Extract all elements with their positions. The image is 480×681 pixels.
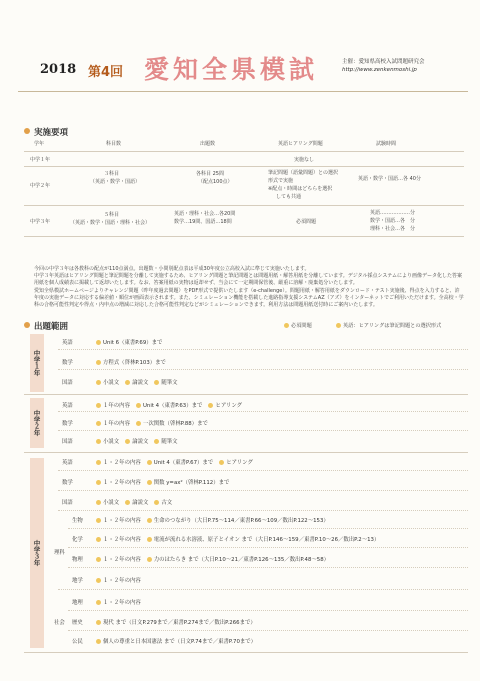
- g1-math-range: 方程式（啓林P.103）まで: [90, 358, 166, 366]
- g3-time-english: 英語………………分: [370, 210, 416, 216]
- g3-geo-range: １・２年の内容: [90, 598, 141, 606]
- g2-math-label: 数学: [62, 421, 73, 427]
- legend-dot: [336, 323, 341, 328]
- g3-english-range: １・２年の内容 Unit 4（東書P.67）まで ヒアリング: [90, 458, 253, 466]
- grade-divider: [24, 452, 468, 453]
- g3-chem-label: 化学: [72, 537, 83, 543]
- row-divider: [68, 567, 468, 568]
- g3-earth-range: １・２年の内容: [90, 576, 141, 584]
- legend-choice-label: 英語：ヒアリングは筆記問題との選択形式: [343, 323, 442, 329]
- g2-jp-label: 国語: [62, 439, 73, 445]
- g1-jp-label: 国語: [62, 380, 73, 386]
- table-rule: [24, 236, 464, 237]
- sponsor-block: [342, 58, 425, 74]
- g3-math-label: 数学: [62, 480, 73, 486]
- g3-math-range: １・２年の内容 関数 y=ax²（啓林P.112）まで: [90, 478, 229, 486]
- g3-hearing: 必須問題: [296, 219, 317, 225]
- grade-divider: [24, 394, 468, 395]
- g3-phys-range: １・２年の内容 力のはたらき まで（大日P.10～21／東書P.126～135／数出P.48～58）: [90, 555, 329, 563]
- scope-g2-label: 中学２年: [30, 398, 44, 448]
- g3-time-sci-soc: 理科・社会…各 分: [370, 226, 416, 232]
- row-divider: [68, 528, 468, 529]
- g2-math-range: １年の内容 一次関数（啓林P.88）まで: [90, 419, 208, 427]
- notes: [34, 266, 464, 309]
- table-rule: [24, 205, 464, 206]
- g2-questions: 各科目 25問: [196, 171, 224, 177]
- row-divider: [68, 547, 468, 548]
- row-divider: [58, 470, 468, 471]
- legend-required-label: 必須問題: [291, 323, 312, 329]
- g3-jp-range: 小説文 論説文 古文: [90, 498, 172, 506]
- scope-g1-label: 中学１年: [30, 334, 44, 392]
- g2-hearing-1: 筆記問題（語彙問題）との選択: [268, 170, 339, 176]
- g2-hearing-4: しても共通: [276, 194, 302, 200]
- g3-earth-label: 地学: [72, 578, 83, 584]
- g2-jp-range: 小説文 論説文 随筆文: [90, 437, 178, 445]
- g3-jp-label: 国語: [62, 500, 73, 506]
- g3-questions-2: 数学…19問、国語…18問: [174, 219, 232, 225]
- g2-english-label: 英語: [62, 403, 73, 409]
- g3-grade: 中学３年: [30, 219, 51, 225]
- g3-science-label: 理科: [54, 550, 65, 556]
- note-1: 今回の中学３年は各教科の配点が110点満点。出題数・小問別配点表は平成30年度公立高校入試に準じて実施いたします。: [34, 266, 310, 272]
- year: 2018: [40, 62, 77, 77]
- g3-social-label: 社会: [54, 620, 65, 626]
- g2-subjects-list: （英語・数学・国語）: [90, 179, 141, 185]
- g3-phys-label: 物理: [72, 557, 83, 563]
- g3-subjects-list: （英語・数学・国語・理科・社会）: [70, 220, 151, 226]
- g3-hist-range: 現代 まで（日文P.279まで／東書P.274まで／数出P.266まで）: [90, 618, 256, 626]
- legend-required: [278, 322, 312, 329]
- col-subjects: 科目数: [106, 141, 122, 147]
- g3-chem-range: １・２年の内容 電流が流れる水溶液、原子とイオン まで（大日P.146～159／東書P.10～26／数出P.2～13）: [90, 535, 379, 543]
- note-2: 中学３年英語はヒアリング問題と筆記問題を分離して実施するため、ヒアリング問題と筆記問題とは問題用紙・解答用紙を分離しています。デジタル採点システムにより画像データ化した答案用紙を個人成績表に掲載して返却いたします。なお、答案用紙の実物は返却せず、当会にて一定期間保管後、厳重に溶解・廃棄処分いたします。: [34, 273, 463, 287]
- legend-dot: [284, 323, 289, 328]
- header: [40, 52, 460, 82]
- g3-english-label: 英語: [62, 460, 73, 466]
- g2-english-range: １年の内容 Unit 4（東書P.63）まで ヒアリング: [90, 401, 242, 409]
- scope-g3-label: 中学３年: [30, 458, 44, 648]
- sponsor: 主催：愛知県高校入試問題研究会: [342, 59, 425, 65]
- round-number: 第4回: [88, 65, 124, 80]
- scope-title: 出題範囲: [24, 320, 68, 332]
- g3-bio-range: １・２年の内容 生命のつながり（大日P.75～114／東書P.66～109／数出P.122～153）: [90, 516, 329, 524]
- row-divider: [58, 589, 468, 590]
- g1-english-range: Unit 6（東書P.69）まで: [90, 338, 162, 346]
- g2-grade: 中学２年: [30, 183, 51, 189]
- note-3: 愛知全県模試ホームページよりチャレンジ問題（昨年度過去問題）をPDF形式で提供いたします（e-challenge）。問題用紙・解答用紙をダウンロード・テスト実施後、得点を入力すると、許年度の実施データに対応する偏差値・順位が画面表示されます。また、シミュレーション機能を搭載した進路指導支援システムAZ（アズ）をインターネットでご利用いただけます。全高校・学科の合格可能性判定や得点・内申点の増減に対応した合格可能性判定などがシミュレーションできます。利用方法は問題用紙送付時にご案内いたします。: [34, 287, 464, 309]
- table-rule: [24, 151, 464, 152]
- g2-time: 英語・数学・国語…各 40分: [358, 176, 421, 182]
- row-divider: [58, 490, 468, 491]
- g1-english-label: 英語: [62, 340, 73, 346]
- g3-hist-label: 歴史: [72, 620, 83, 626]
- g2-points: （配点100点）: [198, 179, 233, 185]
- row-divider: [58, 430, 468, 431]
- col-questions: 出題数: [200, 141, 216, 147]
- g3-civ-range: 個人の尊重と日本国憲法 まで（日文P.74まで／東書P.70まで）: [90, 637, 256, 645]
- g1-math-label: 数学: [62, 360, 73, 366]
- row-divider: [58, 510, 468, 511]
- legend-choice: [330, 322, 441, 329]
- row-divider: [58, 411, 468, 412]
- website-url: http://www.zenkenmoshi.jp: [342, 67, 417, 73]
- col-grade: 学年: [34, 141, 45, 147]
- g2-hearing-3: ※配点・時間はどちらを選択: [268, 186, 333, 192]
- g1-grade: 中学１年: [30, 157, 51, 163]
- g3-bio-label: 生物: [72, 518, 83, 524]
- g3-subjects: ５科目: [104, 212, 120, 218]
- col-time: 試験時間: [376, 141, 397, 147]
- row-divider: [68, 610, 468, 611]
- g1-hearing: 実施なし: [294, 157, 315, 163]
- g3-geo-label: 地理: [72, 600, 83, 606]
- g3-time-math-jp: 数学・国語…各 分: [370, 218, 416, 224]
- row-divider: [58, 349, 468, 350]
- header-divider: [18, 91, 468, 92]
- g3-questions-1: 英語・理科・社会…各20問: [174, 211, 236, 217]
- g2-subjects: ３科目: [104, 171, 120, 177]
- g2-hearing-2: 形式で実施: [268, 178, 294, 184]
- row-divider: [58, 369, 468, 370]
- grade-divider: [24, 652, 468, 653]
- g1-jp-range: 小説文 論説文 随筆文: [90, 378, 178, 386]
- col-hearing: 英語ヒアリング問題: [278, 141, 323, 147]
- table-rule: [24, 166, 464, 167]
- exam-title: 愛知全県模試: [144, 55, 319, 84]
- overview-title: 実施要項: [24, 126, 68, 138]
- row-divider: [68, 630, 468, 631]
- g3-civ-label: 公民: [72, 639, 83, 645]
